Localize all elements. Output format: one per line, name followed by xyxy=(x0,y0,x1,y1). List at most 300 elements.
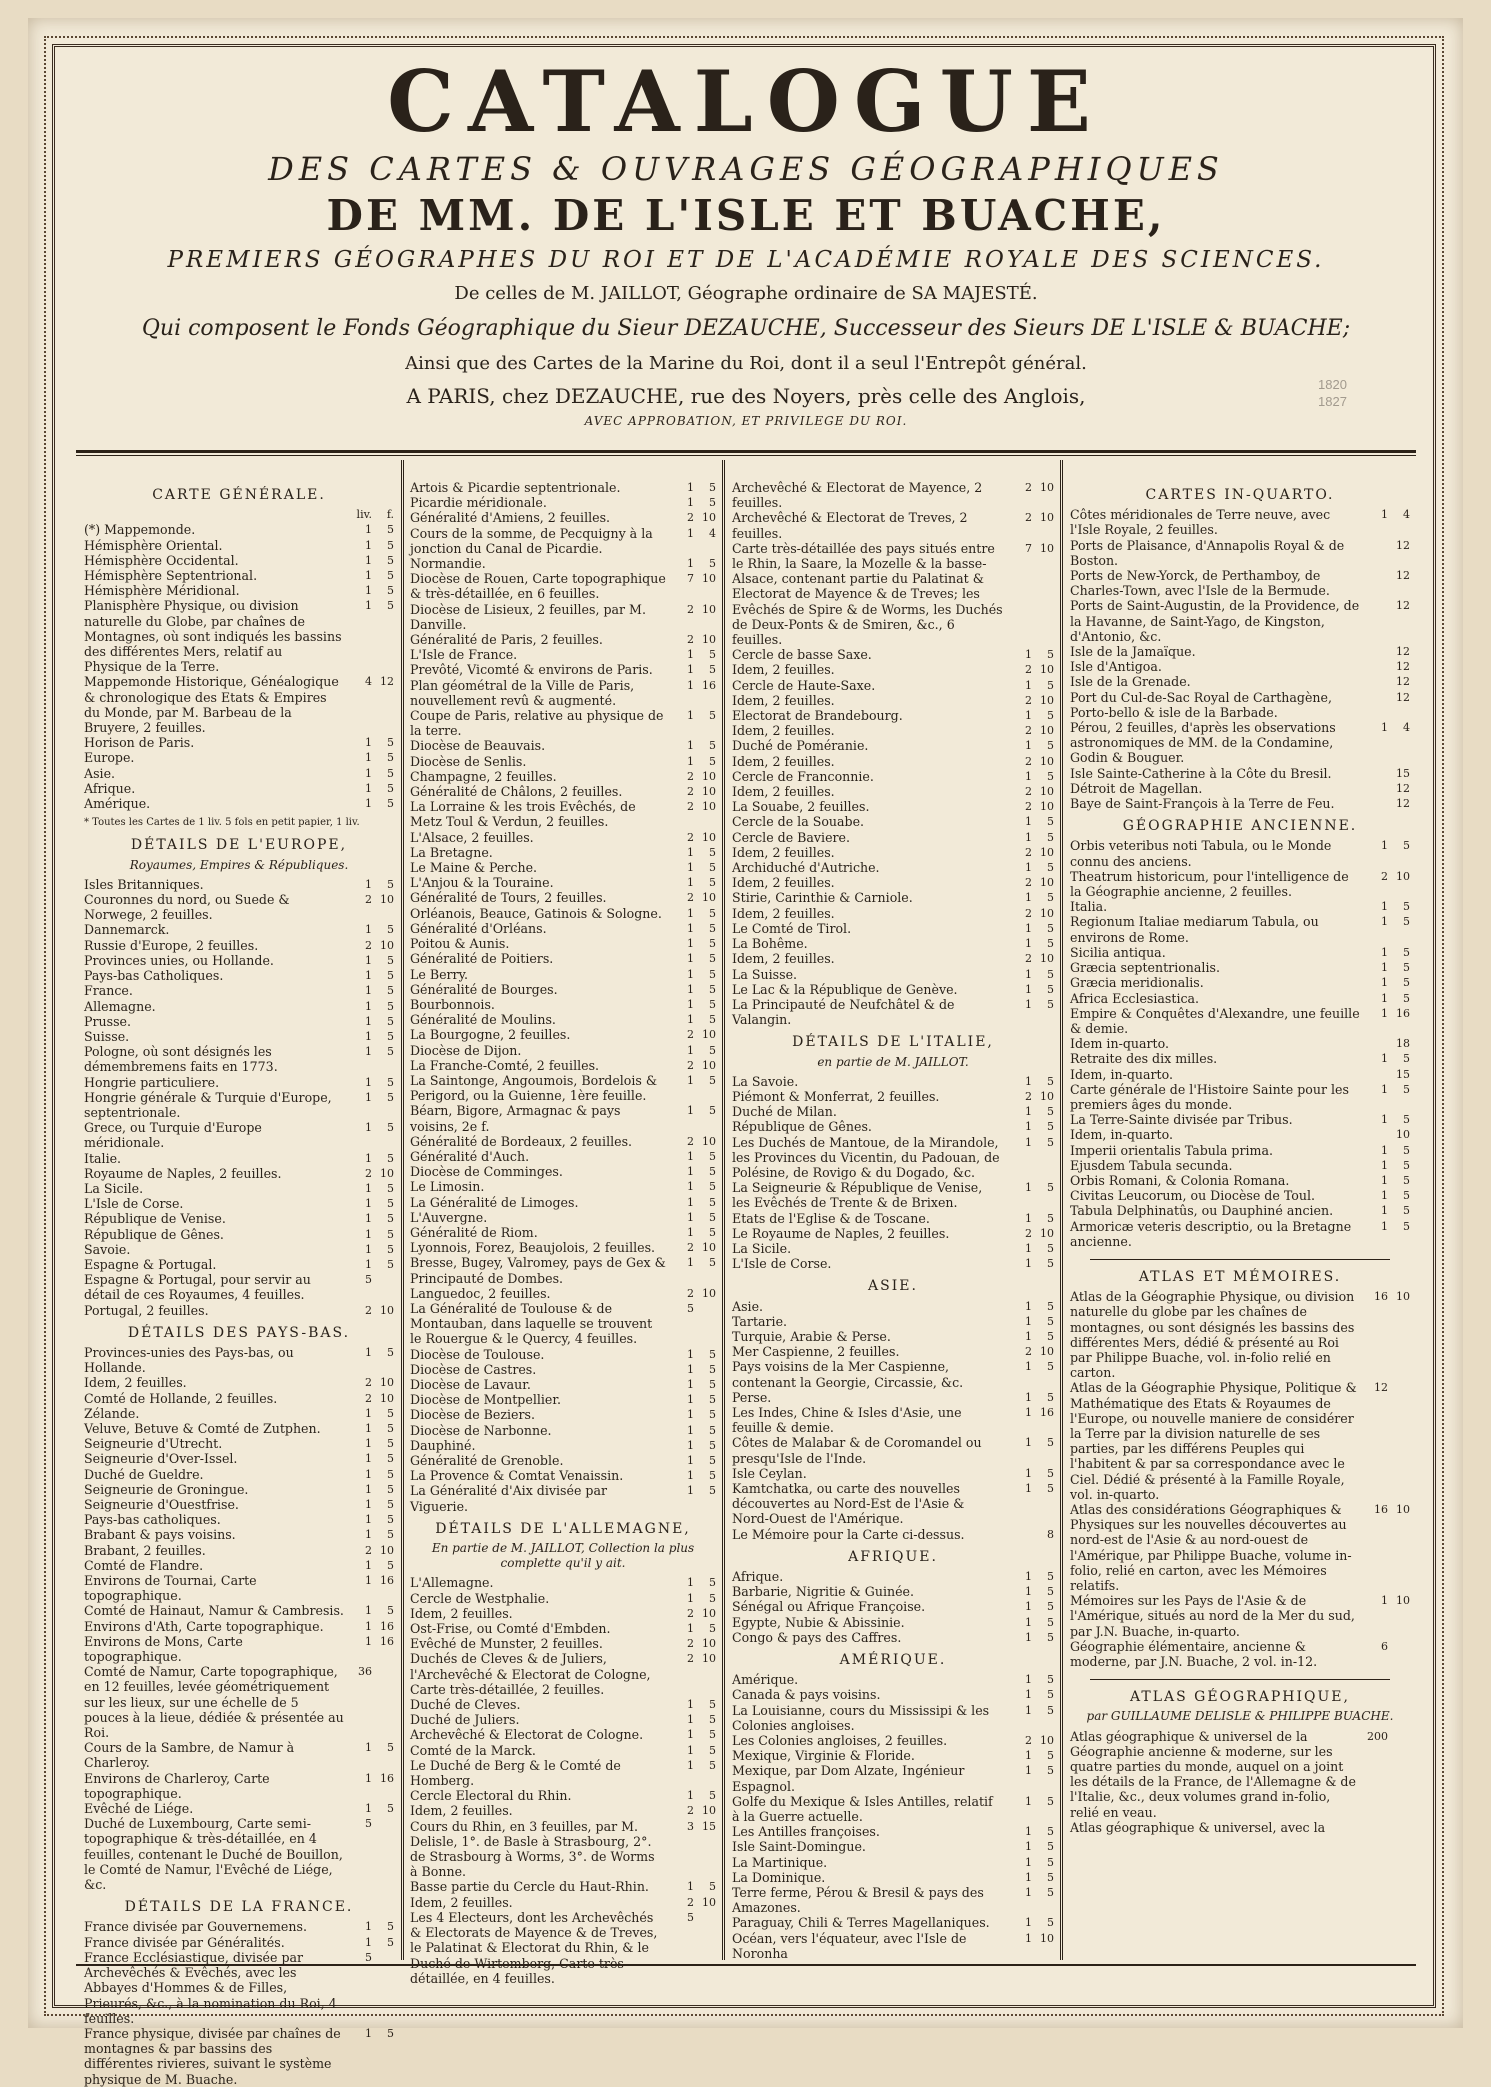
catalogue-entry xyxy=(84,2026,394,2087)
price-livres: 2 xyxy=(1025,845,1032,859)
entry-title: Seigneurie d'Ouestfrise. xyxy=(84,1497,239,1512)
entry-title: Généralité de Poitiers. xyxy=(410,951,554,967)
price-sols: 5 xyxy=(709,1454,716,1467)
catalogue-entry xyxy=(410,1058,716,1073)
section-divider xyxy=(1090,1259,1390,1260)
subtitle-5: Qui composent le Fonds Géographique du Sieur DEZAUCHE, Successeur des Sieurs DE L'ISLE & BUACHE; xyxy=(141,316,1351,341)
price-livres: 2 xyxy=(687,769,694,783)
price-livres: 1 xyxy=(365,751,372,765)
entry-title: Duché de Cleves. xyxy=(410,1697,521,1713)
entry-title: Idem, 2 feuilles. xyxy=(732,844,835,860)
entry-title: Brabant, 2 feuilles. xyxy=(84,1542,206,1558)
entry-title: Græcia septentrionalis. xyxy=(1070,960,1220,976)
catalogue-entry xyxy=(84,1497,394,1512)
price-sols: 15 xyxy=(1396,1067,1410,1081)
entry-title: La Généralité de Limoges. xyxy=(410,1194,579,1210)
price-livres: 5 xyxy=(687,1910,694,1924)
catalogue-entry xyxy=(84,1543,394,1558)
price-livres: 2 xyxy=(365,1391,372,1405)
price-sols: 5 xyxy=(387,1242,394,1256)
entry-title: Hongrie particuliere. xyxy=(84,1074,220,1090)
price-sols: 10 xyxy=(702,1241,716,1255)
price-livres: 1 xyxy=(365,984,372,998)
catalogue-entry xyxy=(732,1763,1054,1793)
catalogue-entry xyxy=(732,1074,1054,1089)
entry-title: L'Alsace, 2 feuilles. xyxy=(410,829,534,845)
price-livres: 4 xyxy=(365,675,372,689)
entry-title: Diocèse de Rouen, Carte topographique & très-détaillée, en 6 feuilles. xyxy=(410,571,666,602)
entry-title: Le Royaume de Naples, 2 feuilles. xyxy=(732,1225,950,1241)
entry-title: Généralité d'Orléans. xyxy=(410,920,547,936)
price-livres: 1 xyxy=(365,969,372,983)
price-livres: 1 xyxy=(1025,1840,1032,1854)
catalogue-entry xyxy=(732,1180,1054,1210)
price-sols: 5 xyxy=(709,1165,716,1179)
price-sols: 15 xyxy=(702,1819,716,1833)
privilege-line: AVEC APPROBATION, ET PRIVILEGE DU ROI. xyxy=(584,414,908,428)
price-livres: 1 xyxy=(687,678,694,692)
price-sols: 5 xyxy=(709,1043,716,1057)
catalogue-entry xyxy=(84,1166,394,1181)
catalogue-entry xyxy=(732,480,1054,510)
catalogue-entry xyxy=(84,1527,394,1542)
catalogue-entry xyxy=(1070,1051,1410,1066)
entry-title: Atlas de la Géographie Physique, ou division naturelle du globe par les chaînes de montagnes, ou sont désignés les bassins des différentes Mers, dédié & présenté au Roi par Philippe Buache, vol. in-folio relié en carton. xyxy=(1070,1289,1355,1381)
price-livres: 16 xyxy=(1374,1290,1388,1304)
catalogue-entry xyxy=(410,556,716,571)
price-sols: 5 xyxy=(709,861,716,875)
price-livres: 1 xyxy=(365,1935,372,1949)
entry-title: Diocèse de Castres. xyxy=(410,1361,537,1377)
catalogue-entry xyxy=(410,1758,716,1788)
catalogue-entry xyxy=(732,769,1054,784)
price-livres: 200 xyxy=(1367,1729,1388,1743)
catalogue-entry xyxy=(1070,991,1410,1006)
header-livres: liv. xyxy=(356,508,372,522)
entry-title: Isle Ceylan. xyxy=(732,1465,807,1481)
price-sols: 5 xyxy=(387,584,394,598)
price-sols: 10 xyxy=(380,1543,394,1557)
entry-title: Généralité de Bordeaux, 2 feuilles. xyxy=(410,1133,633,1149)
price-sols: 5 xyxy=(1047,1135,1054,1149)
catalogue-entry xyxy=(84,766,394,781)
price-livres: 1 xyxy=(687,861,694,875)
entry-title: Atlas géographique & universel de la Géographie ancienne & moderne, sur les quatre parties du monde, auquel on a joint les détails de la France, de l'Allemagne & de l'Italie, &c., deux volumes grand in-folio, relié en veau. xyxy=(1070,1728,1356,1820)
price-sols: 10 xyxy=(702,602,716,616)
entry-title: Bresse, Bugey, Valromey, pays de Gex & Principauté de Dombes. xyxy=(410,1255,666,1286)
price-sols: 5 xyxy=(709,1698,716,1712)
entry-title: Provinces unies, ou Hollande. xyxy=(84,952,274,968)
price-livres: 1 xyxy=(1025,1120,1032,1134)
entry-title: Perse. xyxy=(732,1389,772,1405)
price-sols: 10 xyxy=(702,769,716,783)
price-sols: 5 xyxy=(387,1421,394,1435)
catalogue-entry xyxy=(732,1359,1054,1389)
price-sols: 12 xyxy=(1396,660,1410,674)
catalogue-entry xyxy=(732,1599,1054,1614)
entry-title: Idem, 2 feuilles. xyxy=(84,1375,187,1391)
catalogue-entry xyxy=(84,568,394,583)
column-divider-1 xyxy=(401,460,404,1960)
entry-title: Artois & Picardie septentrionale. xyxy=(410,480,621,495)
catalogue-entry xyxy=(84,1801,394,1816)
catalogue-entry xyxy=(732,1405,1054,1435)
entry-title: Afrique. xyxy=(732,1569,784,1585)
price-sols: 16 xyxy=(1396,1006,1410,1020)
price-livres: 2 xyxy=(1025,754,1032,768)
entry-title: Europe. xyxy=(84,750,135,766)
entry-title: Ost-Frise, ou Comté d'Embden. xyxy=(410,1621,611,1637)
entry-title: La Martinique. xyxy=(732,1854,828,1870)
catalogue-entry xyxy=(1070,781,1410,796)
entry-title: La Dominique. xyxy=(732,1869,826,1885)
entry-title: Le Duché de Berg & le Comté de Homberg. xyxy=(410,1757,621,1789)
price-sols: 10 xyxy=(702,511,716,525)
section-heading: DÉTAILS DES PAYS-BAS. xyxy=(127,1324,351,1341)
price-sols: 10 xyxy=(380,893,394,907)
price-sols: 10 xyxy=(1040,1089,1054,1103)
catalogue-entry xyxy=(84,1816,394,1892)
entry-title: Généralité de Paris, 2 feuilles. xyxy=(410,632,603,648)
catalogue-entry xyxy=(410,1407,716,1422)
catalogue-entry xyxy=(410,906,716,921)
catalogue-column-4 xyxy=(1070,480,1410,1960)
price-sols: 5 xyxy=(387,969,394,983)
catalogue-entry xyxy=(84,1181,394,1196)
catalogue-entry xyxy=(732,814,1054,829)
price-livres: 1 xyxy=(365,1045,372,1059)
catalogue-entry xyxy=(84,1257,394,1272)
entry-title: Isle de la Jamaïque. xyxy=(1070,644,1196,660)
price-sols: 10 xyxy=(1040,845,1054,859)
price-sols: 5 xyxy=(709,1104,716,1118)
price-sols: 5 xyxy=(1047,967,1054,981)
price-livres: 1 xyxy=(365,1467,372,1481)
pencil-note-1: 1820 xyxy=(1318,377,1347,392)
catalogue-entry xyxy=(732,1915,1054,1930)
entry-title: Allemagne. xyxy=(84,998,156,1014)
entry-title: Mémoires sur les Pays de l'Asie & de l'Amérique, situés au nord de la Mer du sud, par J.N. Buache, in-quarto. xyxy=(1070,1593,1355,1639)
price-livres: 1 xyxy=(1381,1594,1388,1608)
price-sols: 5 xyxy=(709,739,716,753)
price-livres: 1 xyxy=(365,1075,372,1089)
catalogue-entry xyxy=(1070,975,1410,990)
entry-title: France divisée par Généralités. xyxy=(84,1934,285,1950)
catalogue-entry xyxy=(1070,1173,1410,1188)
price-sols: 5 xyxy=(1047,1600,1054,1614)
section-heading: DÉTAILS DE LA FRANCE. xyxy=(124,1899,354,1916)
price-livres: 2 xyxy=(687,830,694,844)
entry-title: Orbis Romani, & Colonia Romana. xyxy=(1070,1172,1290,1188)
price-sols: 16 xyxy=(702,678,716,692)
price-livres: 1 xyxy=(1381,839,1388,853)
catalogue-entry xyxy=(410,1164,716,1179)
price-livres: 2 xyxy=(1025,800,1032,814)
catalogue-entry xyxy=(84,1375,394,1390)
price-column-headers xyxy=(84,507,394,522)
catalogue-entry xyxy=(1070,507,1410,537)
catalogue-entry xyxy=(84,1950,394,2026)
price-livres: 2 xyxy=(365,938,372,952)
entry-title: Pays-bas Catholiques. xyxy=(84,968,224,984)
catalogue-entry xyxy=(84,999,394,1014)
price-sols: 5 xyxy=(387,1920,394,1934)
price-livres: 1 xyxy=(1025,1105,1032,1119)
price-sols: 15 xyxy=(1396,766,1410,780)
price-sols: 5 xyxy=(709,1347,716,1361)
entry-title: Le Lac & la République de Genève. xyxy=(732,981,958,997)
catalogue-entry xyxy=(732,1748,1054,1763)
price-livres: 1 xyxy=(1025,1764,1032,1778)
entry-title: Atlas de la Géographie Physique, Politique & Mathématique des Etats & Royaumes de l'Europe, ou nouvelle maniere de considérer la Terre par la division naturelle de ses parties, par les différens Peuples qui l'habitent & par sa correspondance avec le Ciel. Dédié & présenté à la Famille Royale, vol. in-quarto. xyxy=(1070,1380,1357,1502)
price-livres: 2 xyxy=(1025,481,1032,494)
entry-title: Prusse. xyxy=(84,1013,131,1029)
catalogue-entry xyxy=(410,845,716,860)
price-sols: 5 xyxy=(387,797,394,811)
price-sols: 5 xyxy=(387,953,394,967)
catalogue-entry xyxy=(1070,1143,1410,1158)
price-livres: 1 xyxy=(365,1604,372,1618)
catalogue-entry xyxy=(732,723,1054,738)
price-sols: 10 xyxy=(1040,1226,1054,1240)
catalogue-entry xyxy=(1070,568,1410,598)
catalogue-entry xyxy=(732,906,1054,921)
catalogue-entry xyxy=(732,1630,1054,1645)
price-livres: 1 xyxy=(1025,1600,1032,1614)
catalogue-entry xyxy=(732,1733,1054,1748)
catalogue-entry xyxy=(1070,766,1410,781)
price-livres: 1 xyxy=(687,982,694,996)
section-heading: CARTES IN-QUARTO. xyxy=(1145,487,1335,503)
entry-title: Afrique. xyxy=(84,780,136,796)
entry-title: Dauphiné. xyxy=(410,1437,476,1453)
catalogue-entry xyxy=(410,1803,716,1818)
price-sols: 5 xyxy=(709,648,716,662)
catalogue-entry xyxy=(732,1794,1054,1824)
entry-title: Duché de Juliers. xyxy=(410,1712,520,1728)
entry-title: Généralité de Riom. xyxy=(410,1224,538,1240)
catalogue-entry xyxy=(1070,720,1410,766)
entry-title: La Bohême. xyxy=(732,936,808,952)
entry-title: Cercle de Westphalie. xyxy=(410,1590,550,1606)
price-livres: 1 xyxy=(687,1454,694,1467)
entry-title: Géographie élémentaire, ancienne & moderne, par J.N. Buache, 2 vol. in-12. xyxy=(1070,1638,1318,1670)
section-subheading: En partie de M. JAILLOT, Collection la plus complette qu'il y ait. xyxy=(431,1541,695,1571)
price-livres: 1 xyxy=(687,1013,694,1027)
catalogue-entry xyxy=(410,1149,716,1164)
entry-title: La Souabe, 2 feuilles. xyxy=(732,799,870,815)
entry-title: La Lorraine & les trois Evêchés, de Metz Toul & Verdun, 2 feuilles. xyxy=(410,799,636,830)
price-sols: 5 xyxy=(1403,900,1410,914)
catalogue-entry xyxy=(410,936,716,951)
price-sols: 12 xyxy=(1396,569,1410,583)
price-sols: 5 xyxy=(1047,1630,1054,1644)
price-sols: 10 xyxy=(1040,663,1054,677)
entry-title: Zélande. xyxy=(84,1405,140,1421)
price-livres: 2 xyxy=(1025,511,1032,525)
price-sols: 5 xyxy=(1047,769,1054,783)
catalogue-entry xyxy=(84,1421,394,1436)
price-livres: 1 xyxy=(1381,1006,1388,1020)
entry-title: L'Isle de Corse. xyxy=(732,1256,832,1272)
price-livres: 2 xyxy=(1025,1226,1032,1240)
catalogue-entry xyxy=(1070,1158,1410,1173)
price-sols: 5 xyxy=(709,845,716,859)
price-livres: 36 xyxy=(358,1665,372,1679)
price-sols: 5 xyxy=(387,1212,394,1226)
entry-title: Ports de Saint-Augustin, de la Providence, de la Havanne, de Saint-Yago, de Kingston, d'Antonio, &c. xyxy=(1070,598,1360,644)
entry-title: La Bretagne. xyxy=(410,844,493,860)
catalogue-entry xyxy=(732,1256,1054,1271)
entry-title: Océan, vers l'équateur, avec l'Isle de Noronha xyxy=(732,1930,967,1961)
price-sols: 5 xyxy=(1047,739,1054,753)
price-livres: 1 xyxy=(1025,1886,1032,1900)
entry-title: Civitas Leucorum, ou Diocèse de Toul. xyxy=(1070,1188,1315,1204)
catalogue-entry xyxy=(84,781,394,796)
catalogue-entry xyxy=(1070,1006,1410,1036)
price-livres: 1 xyxy=(687,952,694,966)
price-sols: 5 xyxy=(709,1622,716,1636)
price-sols: 5 xyxy=(1047,1615,1054,1629)
price-livres: 1 xyxy=(365,923,372,937)
price-livres: 1 xyxy=(687,1438,694,1452)
entry-title: Normandie. xyxy=(410,556,486,572)
price-sols: 5 xyxy=(709,1591,716,1605)
entry-title: Généralité de Bourges. xyxy=(410,981,558,997)
entry-title: Royaume de Naples, 2 feuilles. xyxy=(84,1165,282,1181)
entry-title: Le Berry. xyxy=(410,966,469,982)
price-livres: 2 xyxy=(687,1134,694,1148)
price-livres: 1 xyxy=(1025,1703,1032,1717)
entry-title: Les 4 Electeurs, dont les Archevêchés & Electorats de Mayence & de Treves, le Palatinat & Electorat du Rhin, & le Duché de Wirtemberg, Carte très-détaillée, en 4 feuilles. xyxy=(410,1909,658,1986)
price-sols: 5 xyxy=(1047,1360,1054,1374)
entry-title: Electorat de Brandebourg. xyxy=(732,708,903,724)
entry-title: Etats de l'Eglise & de Toscane. xyxy=(732,1210,930,1226)
price-sols: 5 xyxy=(1403,1052,1410,1066)
price-livres: 2 xyxy=(365,1166,372,1180)
price-sols: 5 xyxy=(387,569,394,583)
price-livres: 2 xyxy=(1025,952,1032,966)
entry-title: Comté de Namur, Carte topographique, en 12 feuilles, levée géométriquement sur les lieux, sur une échelle de 5 pouces à la lieue, dédiée & présentée au Roi. xyxy=(84,1664,344,1741)
price-sols: 5 xyxy=(1403,991,1410,1005)
price-sols: 5 xyxy=(709,1484,716,1498)
entry-title: La Savoie. xyxy=(732,1073,799,1089)
entry-title: Détroit de Magellan. xyxy=(1070,780,1203,796)
catalogue-entry xyxy=(410,1575,716,1590)
entry-title: France physique, divisée par chaînes de montagnes & par bassins des différentes rivieres, suivant le système physique de M. Buache. xyxy=(84,2025,341,2087)
price-livres: 1 xyxy=(687,1393,694,1407)
price-livres: 1 xyxy=(365,1558,372,1572)
price-livres: 1 xyxy=(365,1227,372,1241)
catalogue-entry xyxy=(1070,538,1410,568)
entry-title: Archevêché & Electorat de Mayence, 2 feuilles. xyxy=(732,480,983,511)
catalogue-entry xyxy=(410,1392,716,1407)
price-livres: 1 xyxy=(687,496,694,510)
price-sols: 5 xyxy=(1047,1211,1054,1225)
catalogue-entry xyxy=(84,1227,394,1242)
catalogue-entry xyxy=(410,1179,716,1194)
price-sols: 5 xyxy=(387,2026,394,2040)
catalogue-entry xyxy=(732,693,1054,708)
price-livres: 1 xyxy=(365,1029,372,1043)
price-livres: 1 xyxy=(1025,1241,1032,1255)
price-sols: 5 xyxy=(709,1180,716,1194)
catalogue-entry xyxy=(732,1299,1054,1314)
price-livres: 1 xyxy=(687,754,694,768)
price-sols: 10 xyxy=(1396,1594,1410,1608)
price-sols: 10 xyxy=(702,572,716,586)
price-livres: 2 xyxy=(687,1606,694,1620)
price-sols: 10 xyxy=(702,891,716,905)
price-livres: 1 xyxy=(1381,1173,1388,1187)
catalogue-entry xyxy=(84,1771,394,1801)
catalogue-entry xyxy=(732,982,1054,997)
catalogue-entry xyxy=(410,830,716,845)
catalogue-entry xyxy=(410,1819,716,1880)
price-sols: 5 xyxy=(709,1408,716,1422)
price-sols: 5 xyxy=(709,1393,716,1407)
catalogue-entry xyxy=(1070,1127,1410,1142)
price-sols: 10 xyxy=(702,633,716,647)
price-sols: 5 xyxy=(709,1713,716,1727)
price-sols: 5 xyxy=(1047,648,1054,662)
entry-title: Atlas des considérations Géographiques & Physiques sur les nouvelles découvertes au nord-est de l'Asie & au nord-ouest de l'Amérique, par Philippe Buache, volume in-folio, relié en carton, avec les Mémoires relatifs. xyxy=(1070,1502,1352,1594)
price-livres: 2 xyxy=(687,1058,694,1072)
price-sols: 5 xyxy=(709,1377,716,1391)
price-livres: 1 xyxy=(1381,508,1388,522)
catalogue-entry xyxy=(732,1703,1054,1733)
footer-rule xyxy=(76,1964,1416,1966)
price-sols: 5 xyxy=(387,1075,394,1089)
price-livres: 2 xyxy=(1025,1345,1032,1359)
price-sols: 5 xyxy=(387,1345,394,1359)
price-sols: 5 xyxy=(1047,1314,1054,1328)
price-livres: 7 xyxy=(1025,541,1032,555)
catalogue-entry xyxy=(732,1466,1054,1481)
price-livres: 1 xyxy=(365,584,372,598)
price-livres: 1 xyxy=(1025,1482,1032,1495)
entry-title: Idem, in-quarto. xyxy=(1070,1066,1173,1082)
catalogue-entry xyxy=(410,526,716,556)
price-livres: 1 xyxy=(365,877,372,891)
catalogue-entry xyxy=(410,1195,716,1210)
price-sols: 5 xyxy=(709,997,716,1011)
catalogue-entry xyxy=(410,754,716,769)
section-heading: CARTE GÉNÉRALE. xyxy=(152,487,326,503)
entry-title: Diocèse de Dijon. xyxy=(410,1042,522,1058)
price-sols: 12 xyxy=(1396,781,1410,795)
entry-title: Ejusdem Tabula secunda. xyxy=(1070,1157,1233,1173)
price-sols: 5 xyxy=(1047,1870,1054,1884)
price-livres: 1 xyxy=(1381,1052,1388,1066)
entry-title: Le Maine & Perche. xyxy=(410,860,538,876)
price-livres: 1 xyxy=(365,1345,372,1359)
catalogue-entry xyxy=(1070,1082,1410,1112)
price-sols: 5 xyxy=(387,1452,394,1466)
price-livres: 1 xyxy=(365,1920,372,1934)
catalogue-entry xyxy=(84,1090,394,1120)
price-livres: 2 xyxy=(1025,906,1032,920)
price-livres: 2 xyxy=(365,893,372,907)
catalogue-entry xyxy=(732,1089,1054,1104)
entry-title: (*) Mappemonde. xyxy=(84,522,196,538)
catalogue-entry xyxy=(410,1712,716,1727)
entry-title: Archevêché & Electorat de Treves, 2 feuilles. xyxy=(732,510,968,541)
price-livres: 1 xyxy=(1025,1329,1032,1343)
price-livres: 1 xyxy=(687,1210,694,1224)
price-sols: 5 xyxy=(1403,1143,1410,1157)
entry-title: Isle d'Antigoa. xyxy=(1070,659,1162,675)
